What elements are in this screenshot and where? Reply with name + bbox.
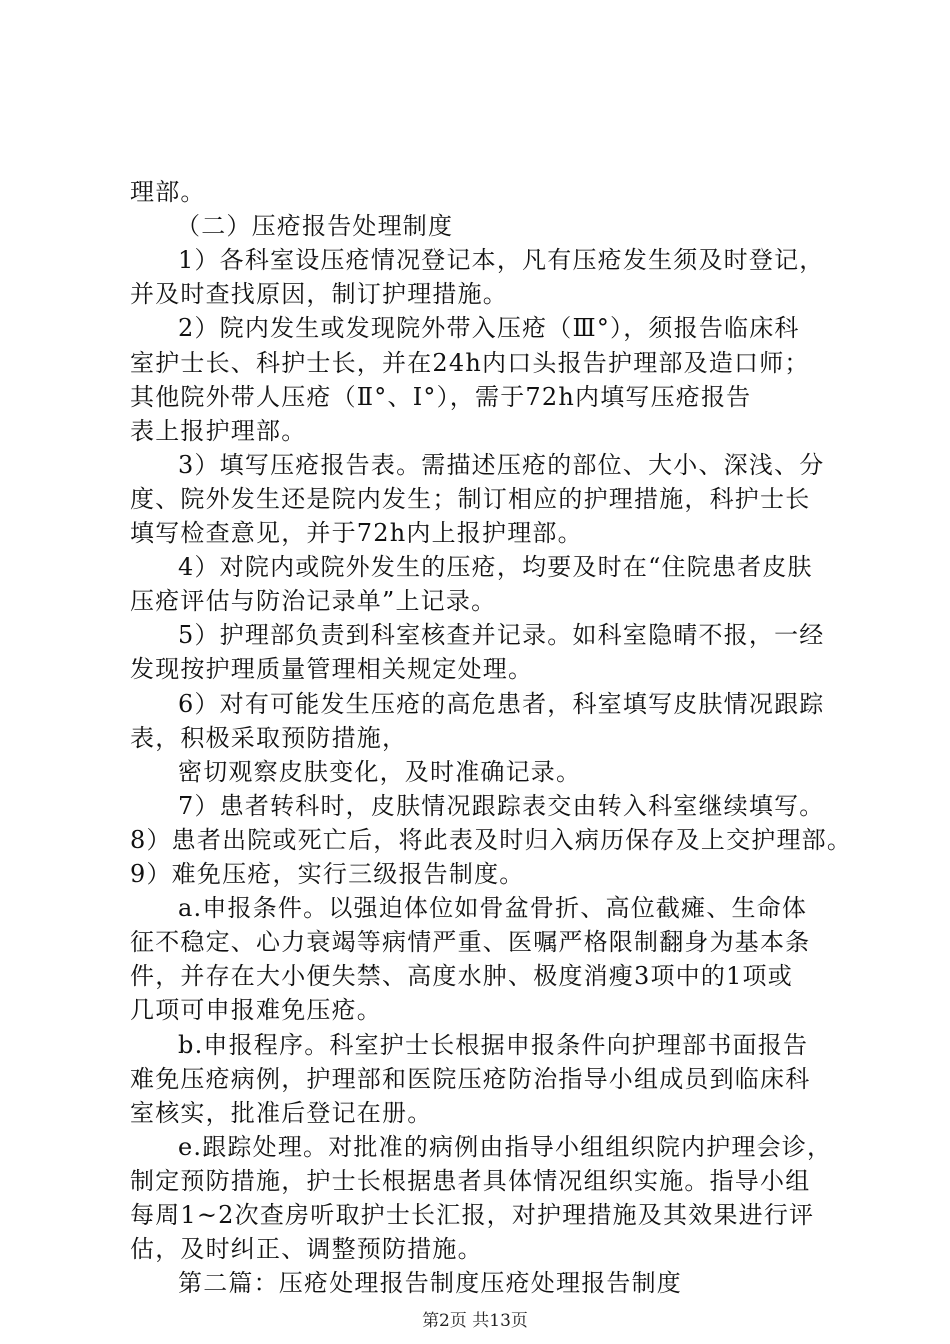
text-line: 估，及时纠正、调整预防措施。 xyxy=(130,1235,483,1263)
text-line: e.跟踪处理。对批准的病例由指导小组组织院内护理会诊， xyxy=(178,1133,833,1161)
page-number-footer: 第2页 共13页 xyxy=(422,1311,528,1331)
text-line: 2）院内发生或发现院外带入压疮（Ⅲ°），须报告临床科 xyxy=(178,314,800,342)
text-line: 室护士长、科护士长，并在24h内口头报告护理部及造口师； xyxy=(130,349,810,377)
text-line: 几项可申报难免压疮。 xyxy=(130,996,382,1024)
text-line: 征不稳定、心力衰竭等病情严重、医嘱严格限制翻身为基本条 xyxy=(130,928,811,956)
text-line: 理部。 xyxy=(130,178,206,206)
text-line: 填写检查意见，并于72h内上报护理部。 xyxy=(130,519,583,547)
text-line: b.申报程序。科室护士长根据申报条件向护理部书面报告 xyxy=(178,1031,809,1059)
section-heading: （二）压疮报告处理制度 xyxy=(176,212,454,240)
text-line: 3）填写压疮报告表。需描述压疮的部位、大小、深浅、分 xyxy=(178,451,825,479)
chapter-heading: 第二篇：压疮处理报告制度压疮处理报告制度 xyxy=(178,1269,682,1297)
text-line: 8）患者出院或死亡后，将此表及时归入病历保存及上交护理部。 xyxy=(130,826,853,854)
text-line: 件，并存在大小便失禁、高度水肿、极度消瘦3项中的1项或 xyxy=(130,962,793,990)
text-line: 9）难免压疮，实行三级报告制度。 xyxy=(130,860,525,888)
text-line: 室核实，批准后登记在册。 xyxy=(130,1099,433,1127)
text-line: 4）对院内或院外发生的压疮，均要及时在“住院患者皮肤 xyxy=(178,553,813,581)
text-line: 难免压疮病例，护理部和医院压疮防治指导小组成员到临床科 xyxy=(130,1065,811,1093)
text-line: 6）对有可能发生压疮的高危患者，科室填写皮肤情况跟踪 xyxy=(178,690,825,718)
text-line: 发现按护理质量管理相关规定处理。 xyxy=(130,655,534,683)
text-line: 表，积极采取预防措施， xyxy=(130,724,408,752)
text-line: 表上报护理部。 xyxy=(130,417,307,445)
text-line: 每周1~2次查房听取护士长汇报，对护理措施及其效果进行评 xyxy=(130,1201,815,1229)
text-line: 度、院外发生还是院内发生；制订相应的护理措施，科护士长 xyxy=(130,485,811,513)
text-line: 7）患者转科时，皮肤情况跟踪表交由转入科室继续填写。 xyxy=(178,792,825,820)
text-line: 1）各科室设压疮情况登记本，凡有压疮发生须及时登记， xyxy=(178,246,825,274)
text-line: 压疮评估与防治记录单”上记录。 xyxy=(130,587,497,615)
text-line: 制定预防措施，护士长根据患者具体情况组织实施。指导小组 xyxy=(130,1167,811,1195)
text-line: 5）护理部负责到科室核查并记录。如科室隐晴不报，一经 xyxy=(178,621,825,649)
text-line: 密切观察皮肤变化，及时准确记录。 xyxy=(178,758,582,786)
text-line: 并及时查找原因，制订护理措施。 xyxy=(130,280,508,308)
text-line: 其他院外带人压疮（Ⅱ°、Ⅰ°），需于72h内填写压疮报告 xyxy=(130,383,752,411)
text-line: a.申报条件。以强迫体位如骨盆骨折、高位截瘫、生命体 xyxy=(178,894,808,922)
